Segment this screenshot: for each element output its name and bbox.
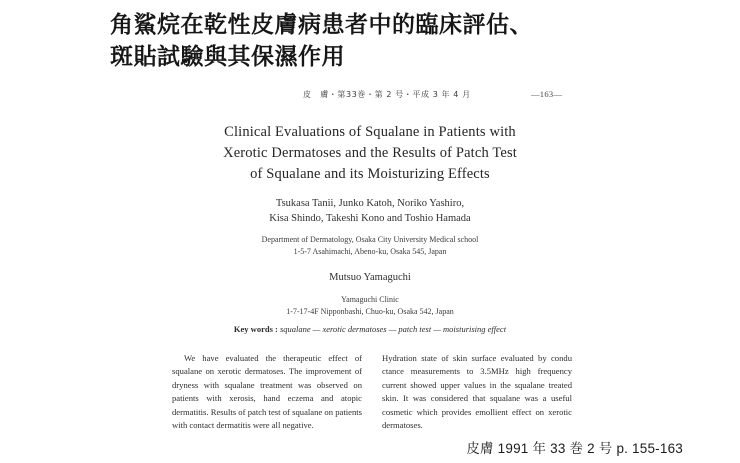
affiliation-secondary-address: 1-7-17-4F Nipponbashi, Chuo-ku, Osaka 542, Japan bbox=[286, 306, 454, 316]
running-head bbox=[0, 89, 740, 103]
abstract-columns bbox=[172, 352, 572, 432]
author-list-line-1: Tsukasa Tanii, Junko Katoh, Noriko Yashiro, bbox=[275, 198, 465, 209]
english-title-line-1: Clinical Evaluations of Squalane in Patients with bbox=[224, 124, 516, 140]
affiliation-primary-address: 1-5-7 Asahimachi, Abeno-ku, Osaka 545, Japan bbox=[293, 246, 447, 256]
author-secondary: Mutsuo Yamaguchi bbox=[329, 272, 411, 283]
page-title-line-2: 斑貼試驗與其保濕作用 bbox=[110, 43, 345, 69]
abstract-column-right: Hydration state of skin surface evaluated by condu ctance measurements to 3.5MHz high frequency current showed upper values in the squalane treated skin. It was considered that squalane was a useful cosmetic which provides emollient effect on xerotic dermatoses. bbox=[382, 353, 572, 431]
keywords-label: Key words : bbox=[233, 324, 278, 334]
keywords-line bbox=[150, 324, 590, 334]
english-title-line-3: of Squalane and its Moisturizing Effects bbox=[250, 166, 490, 182]
affiliation-primary-institution: Department of Dermatology, Osaka City University Medical school bbox=[261, 235, 479, 244]
page-title-line-1: 角鯊烷在乾性皮膚病患者中的臨床評估、 bbox=[110, 11, 533, 37]
affiliation-secondary-institution: Yamaguchi Clinic bbox=[341, 295, 399, 304]
running-head-folio: —163— bbox=[531, 89, 563, 99]
scanned-article-page bbox=[0, 84, 740, 432]
author-list-line-2: Kisa Shindo, Takeshi Kono and Toshio Hamada bbox=[269, 213, 471, 224]
running-head-journal: 皮 膚・第33巻・第 2 号・平成 3 年 4 月 bbox=[303, 90, 471, 99]
affiliation-secondary bbox=[170, 294, 570, 317]
source-citation: 皮膚 1991 年 33 巻 2 号 p. 155-163 bbox=[466, 441, 683, 456]
english-title-line-2: Xerotic Dermatoses and the Results of Patch Test bbox=[223, 145, 517, 161]
abstract-column-left: We have evaluated the therapeutic effect of squalane on xerotic dermatoses. The improvement of dryness with squalane treatment was observed on patients with xerosis, hand eczema and atopic dermatitis. Results of patch test of squalane on patients with contact dermatitis were all negative. bbox=[172, 353, 362, 431]
affiliation-primary bbox=[170, 234, 570, 257]
page-title bbox=[110, 8, 630, 72]
keywords-value: squalane — xerotic dermatoses — patch test — moisturising effect bbox=[279, 324, 507, 334]
author-list bbox=[195, 196, 545, 226]
english-title bbox=[195, 122, 545, 185]
